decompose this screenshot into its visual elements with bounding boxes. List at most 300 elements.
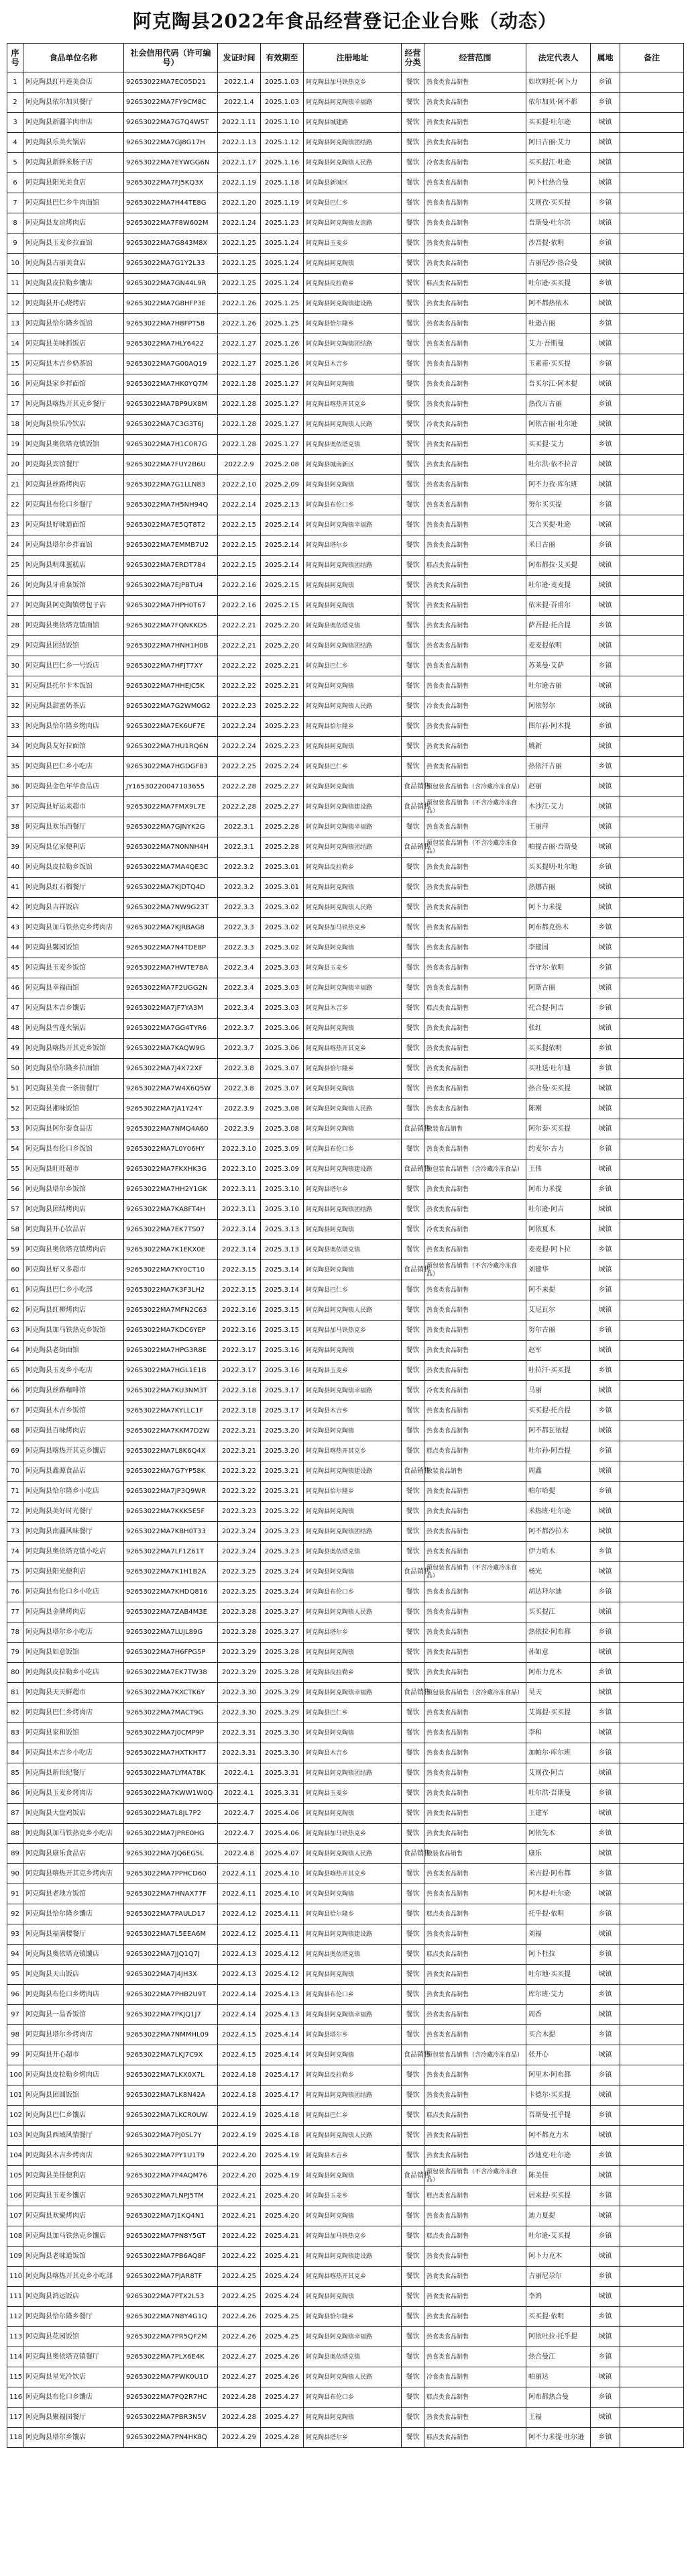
expiry-date-cell: 2025.3.30	[261, 1723, 304, 1743]
category-cell: 餐饮	[402, 998, 424, 1019]
remarks-cell	[620, 535, 684, 556]
remarks-cell	[620, 1864, 684, 1884]
business-scope-cell: 热食类食品制售	[424, 193, 526, 213]
row-index-cell: 39	[7, 837, 23, 858]
business-name-cell: 阿克陶县皮拉勒乡烤肉店	[23, 2065, 124, 2085]
category-cell: 食品销售	[402, 837, 424, 858]
credit-code-cell: 92653022MA7E5QT8T2	[124, 515, 218, 535]
table-row	[7, 455, 684, 475]
business-scope-cell: 热食类食品制售	[424, 173, 526, 193]
remarks-cell	[620, 1582, 684, 1602]
row-index-cell: 16	[7, 374, 23, 395]
row-index-cell: 60	[7, 1260, 23, 1280]
row-index-cell: 95	[7, 1965, 23, 1985]
expiry-date-cell: 2025.2.09	[261, 475, 304, 495]
business-name-cell: 阿克陶县巴仁乡烤肉店	[23, 1703, 124, 1723]
legal-representative-cell: 周香	[526, 2005, 591, 2025]
registered-address-cell: 阿克陶县玉麦乡	[304, 1784, 402, 1804]
row-index-cell: 8	[7, 213, 23, 234]
business-scope-cell: 热食类食品制售	[424, 616, 526, 636]
table-row	[7, 737, 684, 757]
business-name-cell: 阿克陶县恰尔隆乡小吃店	[23, 1482, 124, 1502]
credit-code-cell: 92653022MA7G7YP58K	[124, 1461, 218, 1482]
issue-date-cell: 2022.3.14	[218, 1220, 261, 1240]
jurisdiction-cell: 城镇	[591, 1079, 620, 1099]
business-name-cell: 阿克陶县奥依塔克镇馕店	[23, 1945, 124, 1965]
registered-address-cell: 阿克陶县恰尔隆乡	[304, 1904, 402, 1924]
registered-address-cell: 阿克陶县阿克陶镇人民路	[304, 1602, 402, 1622]
table-row	[7, 2387, 684, 2408]
row-index-cell: 24	[7, 535, 23, 556]
row-index-cell: 50	[7, 1059, 23, 1079]
category-cell: 餐饮	[402, 1280, 424, 1300]
issue-date-cell: 2022.3.25	[218, 1582, 261, 1602]
legal-representative-cell: 阿木提·吐尔逊	[526, 1884, 591, 1904]
business-scope-cell: 热食类食品制售	[424, 958, 526, 978]
expiry-date-cell: 2025.1.03	[261, 93, 304, 113]
business-name-cell: 阿克陶县友谊烤肉店	[23, 213, 124, 234]
row-index-cell: 15	[7, 354, 23, 374]
remarks-cell	[620, 1421, 684, 1441]
credit-code-cell: 92653022MA7G1Y2L33	[124, 254, 218, 274]
business-name-cell: 阿克陶县加马铁热克乡馕店	[23, 2226, 124, 2247]
credit-code-cell: 92653022MA7FY9CM8C	[124, 93, 218, 113]
row-index-cell: 55	[7, 1160, 23, 1180]
row-index-cell: 40	[7, 858, 23, 878]
table-row	[7, 2347, 684, 2367]
issue-date-cell: 2022.1.4	[218, 93, 261, 113]
row-index-cell: 30	[7, 656, 23, 676]
registered-address-cell: 阿克陶县巴仁乡	[304, 1280, 402, 1300]
table-row	[7, 1139, 684, 1160]
row-index-cell: 84	[7, 1743, 23, 1763]
jurisdiction-cell: 城镇	[591, 556, 620, 576]
expiry-date-cell: 2025.3.24	[261, 1582, 304, 1602]
row-index-cell: 58	[7, 1220, 23, 1240]
legal-representative-cell: 沙吾提·依明	[526, 234, 591, 254]
business-name-cell: 阿克陶县开心烧烤店	[23, 294, 124, 314]
legal-representative-cell: 热娜古丽	[526, 878, 591, 898]
jurisdiction-cell: 城镇	[591, 515, 620, 535]
jurisdiction-cell: 乡镇	[591, 1663, 620, 1683]
category-cell: 餐饮	[402, 978, 424, 998]
business-name-cell: 阿克陶县美佳便利店	[23, 2166, 124, 2186]
business-name-cell: 阿克陶县丝路烤肉店	[23, 475, 124, 495]
table-row	[7, 535, 684, 556]
business-scope-cell: 热食类食品制售	[424, 2025, 526, 2045]
credit-code-cell: 92653022MA7KJDTQ4D	[124, 878, 218, 898]
category-cell: 餐饮	[402, 1663, 424, 1683]
row-index-cell: 69	[7, 1441, 23, 1461]
jurisdiction-cell: 城镇	[591, 2327, 620, 2347]
category-cell: 餐饮	[402, 153, 424, 173]
legal-representative-cell: 刘福	[526, 1924, 591, 1945]
registered-address-cell: 阿克陶县阿克陶镇人民路	[304, 1844, 402, 1864]
credit-code-cell: 92653022MA7PBR3N5V	[124, 2408, 218, 2428]
remarks-cell	[620, 1965, 684, 1985]
table-row	[7, 676, 684, 697]
expiry-date-cell: 2025.3.13	[261, 1240, 304, 1260]
registered-address-cell: 阿克陶县玉麦乡	[304, 234, 402, 254]
legal-representative-cell: 艾海提·买买提	[526, 1703, 591, 1723]
credit-code-cell: 92653022MA7HPG3R8E	[124, 1341, 218, 1361]
row-index-cell: 47	[7, 998, 23, 1019]
category-cell: 餐饮	[402, 294, 424, 314]
category-cell: 餐饮	[402, 2387, 424, 2408]
legal-representative-cell: 张开心	[526, 2045, 591, 2065]
category-cell: 餐饮	[402, 1039, 424, 1059]
category-cell: 食品销售	[402, 1260, 424, 1280]
table-row	[7, 435, 684, 455]
remarks-cell	[620, 737, 684, 757]
registered-address-cell: 阿克陶县塔尔乡	[304, 1622, 402, 1643]
jurisdiction-cell: 乡镇	[591, 274, 620, 294]
expiry-date-cell: 2025.3.10	[261, 1180, 304, 1200]
row-index-cell: 63	[7, 1321, 23, 1341]
legal-representative-cell: 帕尔哈提	[526, 1482, 591, 1502]
row-index-cell: 22	[7, 495, 23, 515]
credit-code-cell: 92653022MA7H5NH94Q	[124, 495, 218, 515]
remarks-cell	[620, 1985, 684, 2005]
expiry-date-cell: 2025.4.21	[261, 2226, 304, 2247]
jurisdiction-cell: 城镇	[591, 1804, 620, 1824]
business-scope-cell: 热食类食品制售	[424, 1079, 526, 1099]
jurisdiction-cell: 乡镇	[591, 1945, 620, 1965]
expiry-date-cell: 2025.3.06	[261, 1039, 304, 1059]
row-index-cell: 45	[7, 958, 23, 978]
table-row	[7, 2367, 684, 2387]
business-name-cell: 阿克陶县老地方饭馆	[23, 1884, 124, 1904]
legal-representative-cell: 马丽	[526, 1381, 591, 1401]
row-index-cell: 27	[7, 596, 23, 616]
row-index-cell: 54	[7, 1139, 23, 1160]
category-cell: 餐饮	[402, 1401, 424, 1421]
registered-address-cell: 阿克陶县阿克陶镇建设路	[304, 294, 402, 314]
remarks-cell	[620, 274, 684, 294]
remarks-cell	[620, 415, 684, 435]
remarks-cell	[620, 435, 684, 455]
jurisdiction-cell: 乡镇	[591, 435, 620, 455]
credit-code-cell: 92653022MA7PTX2L53	[124, 2287, 218, 2307]
registered-address-cell: 阿克陶县阿克陶镇	[304, 1723, 402, 1743]
jurisdiction-cell: 乡镇	[591, 2428, 620, 2448]
expiry-date-cell: 2025.4.26	[261, 2367, 304, 2387]
registered-address-cell: 阿克陶县城建路	[304, 113, 402, 133]
table-row	[7, 193, 684, 213]
registered-address-cell: 阿克陶县木吉乡	[304, 2146, 402, 2166]
business-scope-cell: 热食类食品制售	[424, 938, 526, 958]
legal-representative-cell: 阿依夏木	[526, 1220, 591, 1240]
expiry-date-cell: 2025.1.23	[261, 213, 304, 234]
table-row	[7, 515, 684, 535]
legal-representative-cell: 吐逊古丽	[526, 314, 591, 334]
credit-code-cell: 92653022MA7PN8Y5GT	[124, 2226, 218, 2247]
jurisdiction-cell: 城镇	[591, 898, 620, 918]
jurisdiction-cell: 城镇	[591, 1019, 620, 1039]
jurisdiction-cell: 乡镇	[591, 1401, 620, 1421]
category-cell: 食品销售	[402, 1461, 424, 1482]
category-cell: 餐饮	[402, 2307, 424, 2327]
table-row	[7, 2106, 684, 2126]
remarks-cell	[620, 556, 684, 576]
business-name-cell: 阿克陶县鑫源食品店	[23, 1461, 124, 1482]
registered-address-cell: 阿克陶县阿克陶镇建设路	[304, 1924, 402, 1945]
registered-address-cell: 阿克陶县巴仁乡	[304, 1703, 402, 1723]
credit-code-cell: 92653022MA7K3F3LH2	[124, 1280, 218, 1300]
legal-representative-cell: 托合提·阿吉	[526, 998, 591, 1019]
credit-code-cell: 92653022MA7LYMA78K	[124, 1763, 218, 1784]
remarks-cell	[620, 878, 684, 898]
remarks-cell	[620, 1723, 684, 1743]
issue-date-cell: 2022.3.2	[218, 858, 261, 878]
business-name-cell: 阿克陶县幸福面馆	[23, 978, 124, 998]
legal-representative-cell: 吐尔逊·艾买提	[526, 2226, 591, 2247]
jurisdiction-cell: 乡镇	[591, 1240, 620, 1260]
expiry-date-cell: 2025.3.03	[261, 998, 304, 1019]
category-cell: 餐饮	[402, 1924, 424, 1945]
credit-code-cell: 92653022MA7LKX0X7L	[124, 2065, 218, 2085]
remarks-cell	[620, 374, 684, 395]
business-name-cell: 阿克陶县布伦口乡馕店	[23, 2387, 124, 2408]
category-cell: 餐饮	[402, 395, 424, 415]
business-scope-cell: 冷食类食品制售	[424, 697, 526, 717]
issue-date-cell: 2022.4.27	[218, 2347, 261, 2367]
legal-representative-cell: 帕丽达	[526, 2367, 591, 2387]
legal-representative-cell: 张红	[526, 1019, 591, 1039]
expiry-date-cell: 2025.2.22	[261, 697, 304, 717]
business-name-cell: 阿克陶县聚福园餐厅	[23, 2408, 124, 2428]
jurisdiction-cell: 城镇	[591, 596, 620, 616]
row-index-cell: 26	[7, 576, 23, 596]
expiry-date-cell: 2025.3.07	[261, 1059, 304, 1079]
expiry-date-cell: 2025.3.03	[261, 958, 304, 978]
row-index-cell: 14	[7, 334, 23, 354]
business-scope-cell: 预包装食品销售（含冷藏冷冻食品）	[424, 1160, 526, 1180]
table-row	[7, 173, 684, 193]
row-index-cell: 115	[7, 2367, 23, 2387]
business-name-cell: 阿克陶县天山饭店	[23, 1965, 124, 1985]
table-row	[7, 1059, 684, 1079]
expiry-date-cell: 2025.3.17	[261, 1401, 304, 1421]
legal-representative-cell: 努尔古丽	[526, 1321, 591, 1341]
table-row	[7, 2025, 684, 2045]
category-cell: 餐饮	[402, 2126, 424, 2146]
registered-address-cell: 阿克陶县阿克陶镇	[304, 878, 402, 898]
registered-address-cell: 阿克陶县阿克陶镇人民路	[304, 2126, 402, 2146]
registered-address-cell: 阿克陶县皮拉勒乡	[304, 1663, 402, 1683]
issue-date-cell: 2022.4.22	[218, 2226, 261, 2247]
issue-date-cell: 2022.4.26	[218, 2327, 261, 2347]
expiry-date-cell: 2025.3.02	[261, 938, 304, 958]
table-row	[7, 1381, 684, 1401]
credit-code-cell: 92653022MA7EJPBTU4	[124, 576, 218, 596]
row-index-cell: 91	[7, 1884, 23, 1904]
row-index-cell: 3	[7, 113, 23, 133]
jurisdiction-cell: 乡镇	[591, 1542, 620, 1562]
business-scope-cell: 热食类食品制售	[424, 918, 526, 938]
table-row	[7, 395, 684, 415]
table-row	[7, 1482, 684, 1502]
registered-address-cell: 阿克陶县阿克陶镇	[304, 596, 402, 616]
registered-address-cell: 阿克陶县新城区	[304, 173, 402, 193]
expiry-date-cell: 2025.2.14	[261, 515, 304, 535]
business-scope-cell: 热食类食品制售	[424, 395, 526, 415]
legal-representative-cell: 阿依吐拉·托乎提	[526, 2327, 591, 2347]
registered-address-cell: 阿克陶县阿克陶镇幸福路	[304, 2327, 402, 2347]
business-name-cell: 阿克陶县快乐冷饮店	[23, 415, 124, 435]
remarks-cell	[620, 596, 684, 616]
registered-address-cell: 阿克陶县阿克陶镇	[304, 1884, 402, 1904]
issue-date-cell: 2022.3.17	[218, 1341, 261, 1361]
jurisdiction-cell: 乡镇	[591, 2186, 620, 2206]
business-scope-cell: 热食类食品制售	[424, 978, 526, 998]
business-scope-cell: 糕点类食品制售	[424, 2428, 526, 2448]
expiry-date-cell: 2025.3.14	[261, 1260, 304, 1280]
issue-date-cell: 2022.1.28	[218, 374, 261, 395]
issue-date-cell: 2022.3.7	[218, 1019, 261, 1039]
issue-date-cell: 2022.4.13	[218, 1965, 261, 1985]
registered-address-cell: 阿克陶县布伦口乡	[304, 1139, 402, 1160]
expiry-date-cell: 2025.1.27	[261, 395, 304, 415]
jurisdiction-cell: 乡镇	[591, 495, 620, 515]
table-row	[7, 1502, 684, 1522]
issue-date-cell: 2022.4.11	[218, 1864, 261, 1884]
row-index-cell: 117	[7, 2408, 23, 2428]
business-scope-cell: 预包装食品销售（含冷藏冷冻食品）	[424, 1683, 526, 1703]
table-row	[7, 1844, 684, 1864]
business-scope-cell: 热食类食品制售	[424, 1582, 526, 1602]
business-scope-cell: 热食类食品制售	[424, 1985, 526, 2005]
registered-address-cell: 阿克陶县阿克陶镇	[304, 1341, 402, 1361]
remarks-cell	[620, 1824, 684, 1844]
business-name-cell: 阿克陶县加马铁热克乡烤肉店	[23, 918, 124, 938]
table-row	[7, 1341, 684, 1361]
issue-date-cell: 2022.3.28	[218, 1622, 261, 1643]
row-index-cell: 97	[7, 2005, 23, 2025]
table-row	[7, 1622, 684, 1643]
jurisdiction-cell: 城镇	[591, 133, 620, 153]
remarks-cell	[620, 1200, 684, 1220]
credit-code-cell: 92653022MA7KU3NM3T	[124, 1381, 218, 1401]
category-cell: 餐饮	[402, 1602, 424, 1622]
category-cell: 餐饮	[402, 938, 424, 958]
legal-representative-cell: 阿不都热依木	[526, 294, 591, 314]
issue-date-cell: 2022.3.29	[218, 1663, 261, 1683]
registered-address-cell: 阿克陶县恰尔隆乡	[304, 1059, 402, 1079]
remarks-cell	[620, 978, 684, 998]
jurisdiction-cell: 城镇	[591, 153, 620, 173]
legal-representative-cell: 康乐	[526, 1844, 591, 1864]
business-scope-cell: 热食类食品制售	[424, 1663, 526, 1683]
category-cell: 餐饮	[402, 1824, 424, 1844]
legal-representative-cell: 阿布都拉·艾买提	[526, 556, 591, 576]
row-index-cell: 93	[7, 1924, 23, 1945]
credit-code-cell: 92653022MA7L5EEA6M	[124, 1924, 218, 1945]
category-cell: 餐饮	[402, 213, 424, 234]
credit-code-cell: 92653022MA7P4AQM76	[124, 2166, 218, 2186]
business-name-cell: 阿克陶县加马铁热克乡饭馆	[23, 1321, 124, 1341]
table-row	[7, 656, 684, 676]
issue-date-cell: 2022.3.10	[218, 1139, 261, 1160]
business-scope-cell: 热食类食品制售	[424, 1864, 526, 1884]
table-row	[7, 1945, 684, 1965]
legal-representative-cell: 陈美佳	[526, 2166, 591, 2186]
expiry-date-cell: 2025.3.09	[261, 1139, 304, 1160]
row-index-cell: 57	[7, 1200, 23, 1220]
table-row	[7, 415, 684, 435]
business-name-cell: 阿克陶县玉麦乡烤肉店	[23, 1784, 124, 1804]
business-name-cell: 阿克陶县玉麦乡小吃店	[23, 1361, 124, 1381]
legal-representative-cell: 阿斯古丽	[526, 978, 591, 998]
remarks-cell	[620, 1361, 684, 1381]
remarks-cell	[620, 314, 684, 334]
issue-date-cell: 2022.2.16	[218, 596, 261, 616]
row-index-cell: 90	[7, 1864, 23, 1884]
remarks-cell	[620, 1119, 684, 1139]
business-name-cell: 阿克陶县恰尔隆乡饭馆	[23, 314, 124, 334]
row-index-cell: 96	[7, 1985, 23, 2005]
remarks-cell	[620, 1743, 684, 1763]
table-row	[7, 274, 684, 294]
category-cell: 食品销售	[402, 1160, 424, 1180]
table-row	[7, 374, 684, 395]
credit-code-cell: 92653022MA7HGDGF83	[124, 757, 218, 777]
remarks-cell	[620, 958, 684, 978]
jurisdiction-cell: 城镇	[591, 2166, 620, 2186]
category-cell: 餐饮	[402, 2146, 424, 2166]
remarks-cell	[620, 2126, 684, 2146]
business-name-cell: 阿克陶县红丹莲美食店	[23, 72, 124, 93]
row-index-cell: 19	[7, 435, 23, 455]
row-index-cell: 25	[7, 556, 23, 576]
business-name-cell: 阿克陶县阳光美食店	[23, 173, 124, 193]
credit-code-cell: 92653022MA7G8HFP3E	[124, 294, 218, 314]
business-scope-cell: 糕点类食品制售	[424, 274, 526, 294]
category-cell: 餐饮	[402, 2085, 424, 2106]
business-scope-cell: 热食类食品制售	[424, 1099, 526, 1119]
category-cell: 餐饮	[402, 495, 424, 515]
business-name-cell: 阿克陶县百味烤肉店	[23, 1421, 124, 1441]
expiry-date-cell: 2025.2.23	[261, 737, 304, 757]
issue-date-cell: 2022.3.8	[218, 1079, 261, 1099]
remarks-cell	[620, 1079, 684, 1099]
business-name-cell: 阿克陶县康乐食品店	[23, 1844, 124, 1864]
issue-date-cell: 2022.1.25	[218, 274, 261, 294]
expiry-date-cell: 2025.4.07	[261, 1844, 304, 1864]
issue-date-cell: 2022.1.17	[218, 153, 261, 173]
credit-code-cell: 92653022MA7HFJT7XY	[124, 656, 218, 676]
expiry-date-cell: 2025.4.24	[261, 2267, 304, 2287]
credit-code-cell: 92653022MA7PKJQ1J7	[124, 2005, 218, 2025]
row-index-cell: 9	[7, 234, 23, 254]
credit-code-cell: 92653022MA7J4X72XF	[124, 1059, 218, 1079]
credit-code-cell: 92653022MA7K1EKX0E	[124, 1240, 218, 1260]
business-name-cell: 阿克陶县团圆饭馆	[23, 2085, 124, 2106]
expiry-date-cell: 2025.3.20	[261, 1421, 304, 1441]
remarks-cell	[620, 2206, 684, 2226]
business-name-cell: 阿克陶县亿家便利店	[23, 837, 124, 858]
business-scope-cell: 糕点类食品制售	[424, 998, 526, 1019]
registered-address-cell: 阿克陶县阿克陶镇	[304, 1804, 402, 1824]
issue-date-cell: 2022.3.16	[218, 1300, 261, 1321]
registered-address-cell: 阿克陶县阿克陶镇	[304, 938, 402, 958]
business-name-cell: 阿克陶县皮拉勒乡饭馆	[23, 858, 124, 878]
business-scope-cell: 冷食类食品制售	[424, 1381, 526, 1401]
issue-date-cell: 2022.1.25	[218, 234, 261, 254]
category-cell: 餐饮	[402, 2428, 424, 2448]
issue-date-cell: 2022.2.21	[218, 636, 261, 656]
table-row	[7, 72, 684, 93]
